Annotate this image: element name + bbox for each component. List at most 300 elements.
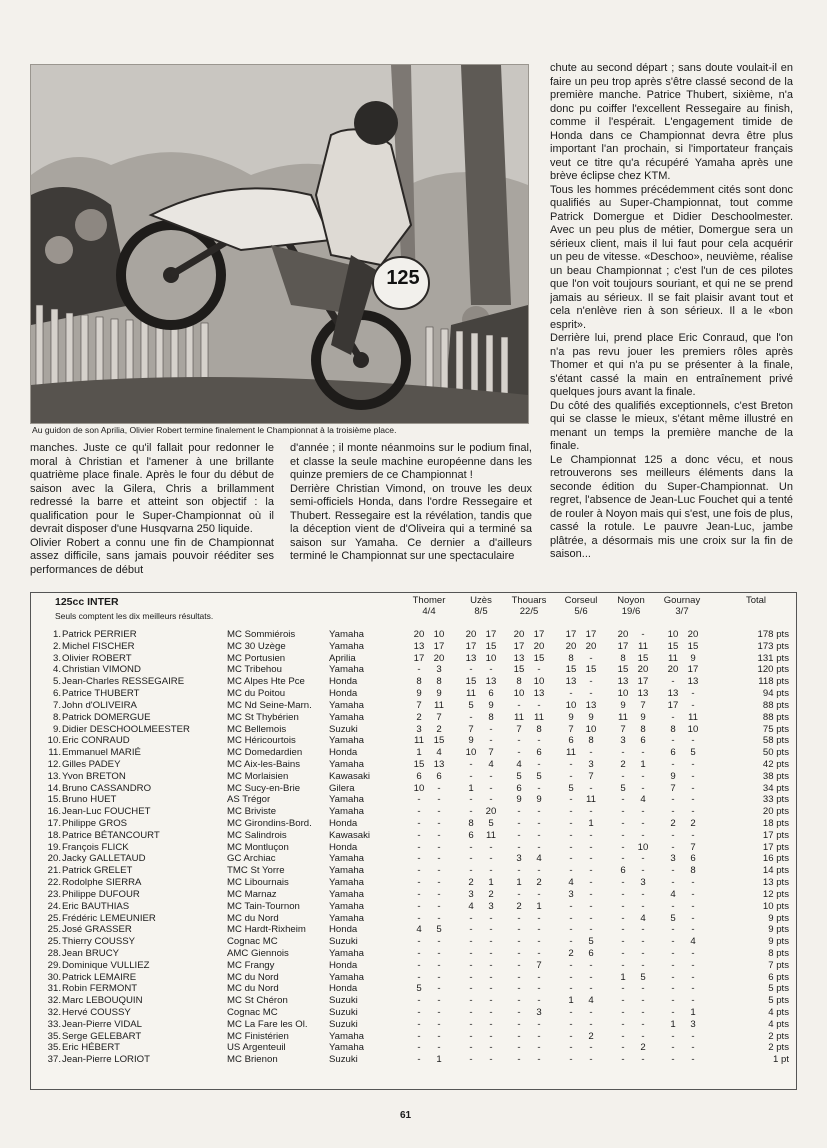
- table-row: [31, 794, 796, 806]
- paragraph: Le Championnat 125 a donc vécu, et nous retrouverons ses meilleurs éléments dans la seconde édition du Super-Championnat. Un regret, l'absence de Jean-Luc Fouchet qui a tenté de rouler à Noyon mais qui s'est, une fois de plus, cassé la rotule. Le pauvre Jean-Luc, jambe plâtrée, a désormais mis une croix sur la fin de saison...: [550, 453, 793, 560]
- round-header: [559, 595, 603, 617]
- make-cell: Suzuki: [329, 723, 358, 735]
- score-cell: -: [517, 1054, 521, 1066]
- total-cell: 12 pts: [762, 888, 789, 900]
- score-cell: -: [517, 829, 521, 841]
- article-column-right: [550, 62, 793, 592]
- score-cell: 7: [468, 723, 474, 735]
- score-cell: -: [621, 794, 625, 806]
- score-cell: 11: [466, 688, 476, 700]
- score-cell: -: [671, 735, 675, 747]
- score-cell: -: [641, 747, 645, 759]
- score-cell: -: [671, 841, 675, 853]
- score-cell: 11: [618, 711, 628, 723]
- score-cell: -: [517, 959, 521, 971]
- score-cell: 10: [585, 723, 597, 735]
- score-cell: 4: [640, 912, 646, 924]
- score-cell: -: [517, 735, 521, 747]
- score-cell: 3: [416, 723, 422, 735]
- score-cell: 6: [568, 735, 574, 747]
- rank-cell: 10.: [47, 735, 61, 747]
- score-cell: -: [417, 971, 421, 983]
- score-cell: -: [589, 888, 593, 900]
- round-date: 3/7: [675, 606, 689, 617]
- score-cell: 20: [533, 640, 545, 652]
- round-name: Noyon: [617, 595, 645, 606]
- score-cell: -: [489, 959, 493, 971]
- score-cell: -: [437, 818, 441, 829]
- score-cell: 8: [416, 676, 422, 688]
- paragraph: chute au second départ ; sans doute voulait-il en faire un peu trop après s'être classé second de la première manche. Patrice Thubert, sixième, n'a donc pu coiffer l'excellent Ressegaire au finish, comme il l'espérait. L'engagement timide de Honda dans ce Championnat devra être plus important l'an prochain, si l'importateur français veut ce titre qu'a récupéré Yamaha après une brève éclipse chez KTM.: [550, 62, 793, 182]
- club-cell: MC du Nord: [227, 983, 279, 995]
- paragraph: Du côté des qualifiés exceptionnels, c'est Breton qui se classe le mieux, s'étant même illustré en menant un temps la première manche de la finale.: [550, 399, 793, 452]
- rank-cell: 25.: [47, 936, 61, 948]
- score-cell: 7: [488, 747, 494, 759]
- total-cell: 34 pts: [762, 782, 789, 794]
- table-row: [31, 1007, 796, 1019]
- score-cell: 3: [670, 853, 676, 865]
- rider-name-cell: Patrick DOMERGUE: [62, 711, 151, 723]
- paragraph: Olivier Robert a connu une fin de Championnat assez difficile, sans jamais pouvoir rééditer ses performances de début: [30, 536, 274, 576]
- score-cell: -: [691, 983, 695, 995]
- score-cell: 17: [433, 640, 445, 652]
- score-cell: 17: [465, 640, 477, 652]
- score-cell: -: [589, 959, 593, 971]
- make-cell: Honda: [329, 676, 358, 688]
- score-cell: 11: [688, 711, 698, 723]
- score-cell: 9: [620, 699, 626, 711]
- round-date: 4/4: [422, 606, 436, 617]
- score-cell: 3: [468, 888, 474, 900]
- score-cell: -: [641, 1054, 645, 1066]
- table-row: [31, 1019, 796, 1031]
- score-cell: -: [691, 888, 695, 900]
- score-cell: 9: [468, 735, 474, 747]
- rank-cell: 15.: [47, 794, 61, 806]
- rank-cell: 6.: [52, 688, 61, 700]
- table-row: [31, 983, 796, 995]
- score-cell: 6: [620, 865, 626, 877]
- score-cell: -: [641, 947, 645, 959]
- score-cell: 15: [485, 640, 497, 652]
- score-cell: -: [469, 794, 473, 806]
- score-cell: -: [671, 865, 675, 877]
- score-cell: -: [437, 888, 441, 900]
- score-cell: 11: [668, 652, 678, 664]
- score-cell: -: [569, 865, 573, 877]
- score-cell: -: [641, 770, 645, 782]
- score-cell: -: [691, 1030, 695, 1042]
- make-cell: Yamaha: [329, 888, 365, 900]
- rider-name-cell: Bruno CASSANDRO: [62, 782, 152, 794]
- score-cell: -: [621, 995, 625, 1007]
- make-cell: Suzuki: [329, 1018, 358, 1030]
- rank-cell: 17.: [47, 818, 61, 829]
- score-cell: -: [641, 1018, 645, 1030]
- round-name: Thomer: [412, 595, 446, 606]
- score-cell: -: [621, 936, 625, 948]
- total-cell: 7 pts: [768, 959, 789, 971]
- make-cell: Yamaha: [329, 699, 365, 711]
- total-cell: 8 pts: [768, 947, 789, 959]
- score-cell: 13: [687, 676, 699, 688]
- total-cell: 9 pts: [768, 936, 789, 948]
- score-cell: 17: [687, 664, 699, 676]
- score-cell: 7: [640, 699, 646, 711]
- score-cell: -: [489, 1054, 493, 1066]
- score-cell: -: [417, 1007, 421, 1018]
- score-cell: -: [417, 995, 421, 1007]
- score-cell: 15: [513, 664, 525, 676]
- score-cell: -: [517, 806, 521, 818]
- score-cell: 3: [488, 900, 494, 912]
- score-cell: 10: [565, 699, 577, 711]
- make-cell: Yamaha: [329, 971, 365, 983]
- club-cell: MC Hardt-Rixheim: [227, 924, 306, 936]
- score-cell: 7: [536, 959, 542, 971]
- rank-cell: 14.: [47, 782, 61, 794]
- rider-name-cell: Patrick GRELET: [62, 865, 133, 877]
- score-cell: -: [569, 1030, 573, 1042]
- club-cell: MC Nd Seine-Marn.: [227, 699, 312, 711]
- rank-cell: 33.: [47, 1018, 61, 1030]
- score-cell: -: [537, 664, 541, 676]
- score-cell: -: [517, 924, 521, 936]
- score-cell: -: [517, 936, 521, 948]
- club-cell: TMC St Yorre: [227, 865, 285, 877]
- score-cell: -: [469, 711, 473, 723]
- table-row: [31, 771, 796, 783]
- score-cell: 15: [617, 664, 629, 676]
- score-cell: -: [671, 1042, 675, 1054]
- score-cell: -: [641, 959, 645, 971]
- score-cell: 8: [536, 723, 542, 735]
- rank-cell: 28.: [47, 947, 61, 959]
- score-cell: -: [589, 688, 593, 700]
- rider-name-cell: Dominique VULLIEZ: [62, 959, 150, 971]
- score-cell: 1: [436, 1054, 442, 1066]
- score-cell: -: [489, 947, 493, 959]
- score-cell: -: [621, 818, 625, 829]
- table-row: [31, 948, 796, 960]
- score-cell: -: [437, 1030, 441, 1042]
- score-cell: -: [691, 971, 695, 983]
- score-cell: -: [437, 936, 441, 948]
- score-cell: -: [517, 995, 521, 1007]
- rank-cell: 32.: [47, 1007, 61, 1018]
- score-cell: -: [489, 995, 493, 1007]
- rider-name-cell: Olivier ROBERT: [62, 652, 132, 664]
- club-cell: MC 30 Uzège: [227, 640, 286, 652]
- round-header: [505, 595, 553, 617]
- score-cell: 17: [485, 629, 497, 640]
- score-cell: -: [569, 1054, 573, 1066]
- score-cell: -: [569, 1042, 573, 1054]
- rank-cell: 4.: [52, 664, 61, 676]
- article-column-middle: [290, 442, 532, 590]
- paragraph: manches. Juste ce qu'il fallait pour redonner le moral à Christian et l'amener à une brillante quatrième place finale. Après le four du début de saison avec la Gilera, Chris a brillamment redressé la barre et atteint son objectif : la qualification pour le Super-Championnat où il devrait disposer d'une Husqvarna 250 liquide.: [30, 442, 274, 535]
- score-cell: 17: [637, 676, 649, 688]
- score-cell: -: [417, 877, 421, 889]
- score-cell: 13: [413, 640, 425, 652]
- score-cell: 2: [670, 818, 676, 829]
- score-cell: -: [691, 758, 695, 770]
- score-cell: -: [489, 936, 493, 948]
- rider-name-cell: François FLICK: [62, 841, 129, 853]
- rider-photo-illustration: [31, 65, 528, 423]
- score-cell: -: [517, 1018, 521, 1030]
- table-row: [31, 853, 796, 865]
- make-cell: Suzuki: [329, 1007, 358, 1018]
- score-cell: -: [671, 900, 675, 912]
- club-cell: Cognac MC: [227, 1007, 278, 1018]
- table-row: [31, 924, 796, 936]
- make-cell: Yamaha: [329, 900, 365, 912]
- table-row: [31, 901, 796, 913]
- score-cell: 4: [690, 936, 696, 948]
- score-cell: -: [671, 1007, 675, 1018]
- rider-name-cell: Didier DESCHOOLMEESTER: [62, 723, 190, 735]
- score-cell: -: [489, 971, 493, 983]
- total-cell: 33 pts: [762, 794, 789, 806]
- score-cell: -: [569, 794, 573, 806]
- score-cell: -: [537, 841, 541, 853]
- score-cell: -: [417, 818, 421, 829]
- make-cell: Yamaha: [329, 758, 365, 770]
- score-cell: 6: [670, 747, 676, 759]
- score-cell: 1: [488, 877, 494, 889]
- score-cell: 20: [667, 664, 679, 676]
- total-cell: 88 pts: [762, 711, 789, 723]
- score-cell: 13: [585, 699, 597, 711]
- make-cell: Yamaha: [329, 794, 365, 806]
- score-cell: 8: [468, 818, 474, 829]
- score-cell: -: [469, 1030, 473, 1042]
- table-row: [31, 676, 796, 688]
- score-cell: -: [671, 971, 675, 983]
- score-cell: 1: [690, 1007, 696, 1018]
- make-cell: Yamaha: [329, 640, 365, 652]
- score-cell: -: [641, 1007, 645, 1018]
- total-cell: 17 pts: [762, 841, 789, 853]
- score-cell: 13: [433, 758, 445, 770]
- score-cell: -: [469, 924, 473, 936]
- club-cell: Cognac MC: [227, 936, 278, 948]
- rider-name-cell: Christian VIMOND: [62, 664, 141, 676]
- score-cell: 9: [690, 652, 696, 664]
- table-row: [31, 995, 796, 1007]
- table-row: [31, 818, 796, 830]
- score-cell: -: [569, 829, 573, 841]
- score-cell: -: [569, 688, 573, 700]
- score-cell: 8: [488, 711, 494, 723]
- score-cell: 4: [488, 758, 494, 770]
- make-cell: Honda: [329, 924, 358, 936]
- club-cell: MC Briviste: [227, 806, 277, 818]
- score-cell: 5: [488, 818, 494, 829]
- score-cell: 8: [588, 735, 594, 747]
- rider-name-cell: Eric BAUTHIAS: [62, 900, 130, 912]
- score-cell: -: [517, 841, 521, 853]
- total-cell: 75 pts: [762, 723, 789, 735]
- table-row: [31, 960, 796, 972]
- score-cell: -: [589, 1007, 593, 1018]
- score-cell: -: [537, 758, 541, 770]
- score-cell: 7: [416, 699, 422, 711]
- score-cell: 9: [568, 711, 574, 723]
- score-cell: 9: [640, 711, 646, 723]
- score-cell: -: [641, 1030, 645, 1042]
- make-cell: Suzuki: [329, 995, 358, 1007]
- score-cell: -: [621, 1018, 625, 1030]
- club-cell: MC Frangy: [227, 959, 275, 971]
- score-cell: 9: [588, 711, 594, 723]
- score-cell: -: [641, 829, 645, 841]
- total-cell: 20 pts: [762, 806, 789, 818]
- rank-cell: 16.: [47, 806, 61, 818]
- bib-number: 125: [386, 267, 420, 289]
- score-cell: -: [517, 888, 521, 900]
- score-cell: -: [621, 829, 625, 841]
- club-cell: MC La Fare les Ol.: [227, 1018, 308, 1030]
- score-cell: -: [537, 1054, 541, 1066]
- table-row: [31, 936, 796, 948]
- score-cell: -: [417, 912, 421, 924]
- score-cell: 1: [516, 877, 522, 889]
- total-header: Total: [745, 595, 767, 606]
- score-cell: 7: [436, 711, 442, 723]
- score-cell: -: [569, 1007, 573, 1018]
- score-cell: -: [537, 995, 541, 1007]
- rank-cell: 3.: [52, 652, 61, 664]
- score-cell: 20: [485, 806, 497, 818]
- rider-name-cell: Rodolphe SIERRA: [62, 877, 142, 889]
- score-cell: -: [621, 853, 625, 865]
- club-cell: MC du Nord: [227, 912, 279, 924]
- club-cell: MC Montluçon: [227, 841, 289, 853]
- photo-caption: Au guidon de son Aprilia, Olivier Robert termine finalement le Championnat à la troisième place.: [32, 425, 397, 435]
- table-row: [31, 641, 796, 653]
- club-cell: US Argenteuil: [227, 1042, 286, 1054]
- score-cell: -: [569, 853, 573, 865]
- rank-cell: 7.: [52, 699, 61, 711]
- rider-name-cell: Patrick PERRIER: [62, 629, 137, 640]
- score-cell: -: [589, 652, 593, 664]
- total-cell: 4 pts: [768, 1007, 789, 1018]
- make-cell: Honda: [329, 747, 358, 759]
- score-cell: 8: [620, 652, 626, 664]
- score-cell: 2: [436, 723, 442, 735]
- round-name: Gournay: [663, 595, 701, 606]
- score-cell: 6: [488, 688, 494, 700]
- score-cell: 3: [436, 664, 442, 676]
- score-cell: -: [437, 1042, 441, 1054]
- score-cell: -: [641, 900, 645, 912]
- score-cell: -: [569, 936, 573, 948]
- score-cell: -: [469, 758, 473, 770]
- score-cell: -: [691, 959, 695, 971]
- score-cell: -: [569, 841, 573, 853]
- score-cell: -: [671, 806, 675, 818]
- club-cell: MC Héricourtois: [227, 735, 296, 747]
- make-cell: Yamaha: [329, 853, 365, 865]
- table-row: [31, 972, 796, 984]
- score-cell: 6: [468, 829, 474, 841]
- score-cell: -: [691, 782, 695, 794]
- score-cell: 7: [568, 723, 574, 735]
- motocross-photo: [30, 64, 529, 424]
- score-cell: 13: [565, 676, 577, 688]
- rank-cell: 18.: [47, 829, 61, 841]
- score-cell: -: [537, 818, 541, 829]
- score-cell: -: [469, 770, 473, 782]
- score-cell: 7: [516, 723, 522, 735]
- club-cell: MC Domedardien: [227, 747, 303, 759]
- score-cell: 20: [465, 629, 477, 640]
- total-cell: 2 pts: [768, 1030, 789, 1042]
- round-header: [657, 595, 707, 617]
- score-cell: -: [641, 888, 645, 900]
- round-name: Uzès: [470, 595, 492, 606]
- rider-name-cell: Jean BRUCY: [62, 947, 120, 959]
- score-cell: 17: [617, 640, 629, 652]
- table-row: [31, 712, 796, 724]
- score-cell: -: [489, 1030, 493, 1042]
- score-cell: 7: [690, 841, 696, 853]
- score-cell: -: [437, 865, 441, 877]
- total-cell: 50 pts: [762, 747, 789, 759]
- score-cell: -: [671, 947, 675, 959]
- score-cell: -: [517, 1042, 521, 1054]
- score-cell: -: [469, 936, 473, 948]
- score-cell: 6: [640, 735, 646, 747]
- score-cell: -: [691, 877, 695, 889]
- score-cell: 10: [433, 629, 445, 640]
- rider-name-cell: Frédéric LEMEUNIER: [62, 912, 156, 924]
- score-cell: -: [589, 676, 593, 688]
- score-cell: -: [569, 770, 573, 782]
- rider-name-cell: Patrick LEMAIRE: [62, 971, 137, 983]
- score-cell: -: [569, 900, 573, 912]
- score-cell: -: [641, 924, 645, 936]
- score-cell: -: [489, 853, 493, 865]
- score-cell: 5: [568, 782, 574, 794]
- score-cell: -: [469, 853, 473, 865]
- score-cell: -: [489, 770, 493, 782]
- score-cell: 5: [468, 699, 474, 711]
- score-cell: -: [671, 936, 675, 948]
- table-row: [31, 664, 796, 676]
- score-cell: 5: [640, 971, 646, 983]
- score-cell: 13: [513, 652, 525, 664]
- make-cell: Suzuki: [329, 1054, 358, 1066]
- table-row: [31, 913, 796, 925]
- score-cell: -: [537, 888, 541, 900]
- score-cell: -: [417, 806, 421, 818]
- table-row: [31, 735, 796, 747]
- score-cell: -: [517, 699, 521, 711]
- table-row: [31, 653, 796, 665]
- table-row: [31, 806, 796, 818]
- make-cell: Kawasaki: [329, 770, 371, 782]
- club-cell: MC Bellemois: [227, 723, 287, 735]
- score-cell: 5: [620, 782, 626, 794]
- score-cell: -: [537, 1018, 541, 1030]
- rank-cell: 25.: [47, 924, 61, 936]
- score-cell: 11: [566, 747, 576, 759]
- score-cell: -: [469, 1007, 473, 1018]
- rider-name-cell: Jacky GALLETAUD: [62, 853, 146, 865]
